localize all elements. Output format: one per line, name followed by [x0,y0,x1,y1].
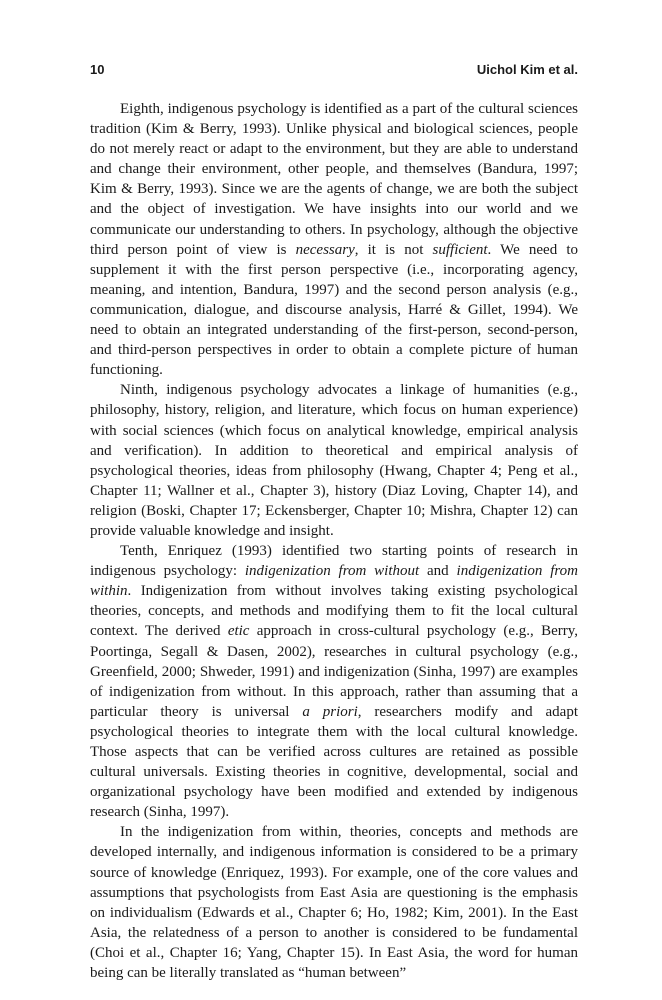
body-text [90,99,578,983]
text-run: Tenth, Enriquez (1993) identified two starting points of research in indigenous psychology: [90,543,578,580]
paragraph [90,380,578,541]
text-run: approach in cross-cultural psychology (e.g., Berry, Poortinga, Segall & Dasen, 2002), researches in cultural psychology (e.g., Greenfield, 2000; Shweder, 1991) and indigenization (Sinha, 1997) are examples of indigenization from without. In this approach, rather than assuming that a particular theory is universal [90,623,578,720]
text-run: . We need to supplement it with the first person perspective (i.e., incorporating agency, meaning, and intention, Bandura, 1997) and the second person analysis (e.g., communication, dialogue, and discourse analysis, Harré & Gillet, 1994). We need to obtain an integrated understanding of the first-person, second-person, and third-person perspectives in order to obtain a complete picture of human functioning. [90,241,578,379]
paragraph [90,99,578,380]
text-run: Eighth, indigenous psychology is identified as a part of the cultural sciences tradition (Kim & Berry, 1993). Unlike physical and biological sciences, people do not merely react or adapt to the environment, but they are able to understand and change their environment, other people, and themselves (Bandura, 1997; Kim & Berry, 1993). Since we are the agents of change, we are both the subject and the object of investigation. We have insights into our world and we communicate our understanding to others. In psychology, although the objective third person point of view is [90,101,578,258]
italic-text: necessary [295,241,355,258]
page-number: 10 [90,62,105,77]
italic-text: indigenization from without [244,563,420,580]
italic-text: etic [227,623,250,640]
text-run: , it is not [354,241,433,258]
running-head-authors: Uichol Kim et al. [476,62,578,77]
text-run: . Indigenization from without involves taking existing psychological theories, concepts, and methods and modifying them to fit the local cultural context. The derived [90,583,578,640]
document-page [90,62,578,983]
text-run: Ninth, indigenous psychology advocates a linkage of humanities (e.g., philosophy, history, religion, and literature, which focus on human experience) with social sciences (which focus on analytical knowledge, empirical analysis and verification). In addition to theoretical and empirical analysis of psychological theories, ideas from philosophy (Hwang, Chapter 4; Peng et al., Chapter 11; Wallner et al., Chapter 3), history (Diaz Loving, Chapter 14), and religion (Boski, Chapter 17; Eckensberger, Chapter 10; Mishra, Chapter 12) can provide valuable knowledge and insight. [90,382,578,539]
text-run: and [419,563,457,580]
italic-text: indigenization from within [90,563,578,600]
text-run: , researchers modify and adapt psychological theories to integrate them with the local cultural knowledge. Those aspects that can be verified across cultures are retained as possible cultural universals. Existing theories in cognitive, developmental, social and organizational psychology have been modified and extended by indigenous research (Sinha, 1997). [90,703,578,821]
running-head [90,62,578,78]
italic-text: a priori [302,703,358,720]
italic-text: sufficient [432,241,488,258]
text-run: In the indigenization from within, theories, concepts and methods are developed internally, and indigenous information is considered to be a primary source of knowledge (Enriquez, 1993). For example, one of the core values and assumptions that psychologists from East Asia are questioning is the emphasis on individualism (Edwards et al., Chapter 6; Ho, 1982; Kim, 2001). In the East Asia, the relatedness of a person to another is considered to be fundamental (Choi et al., Chapter 16; Yang, Chapter 15). In East Asia, the word for human being can be literally translated as “human between” [90,824,578,982]
paragraph [90,822,578,983]
paragraph [90,541,578,822]
